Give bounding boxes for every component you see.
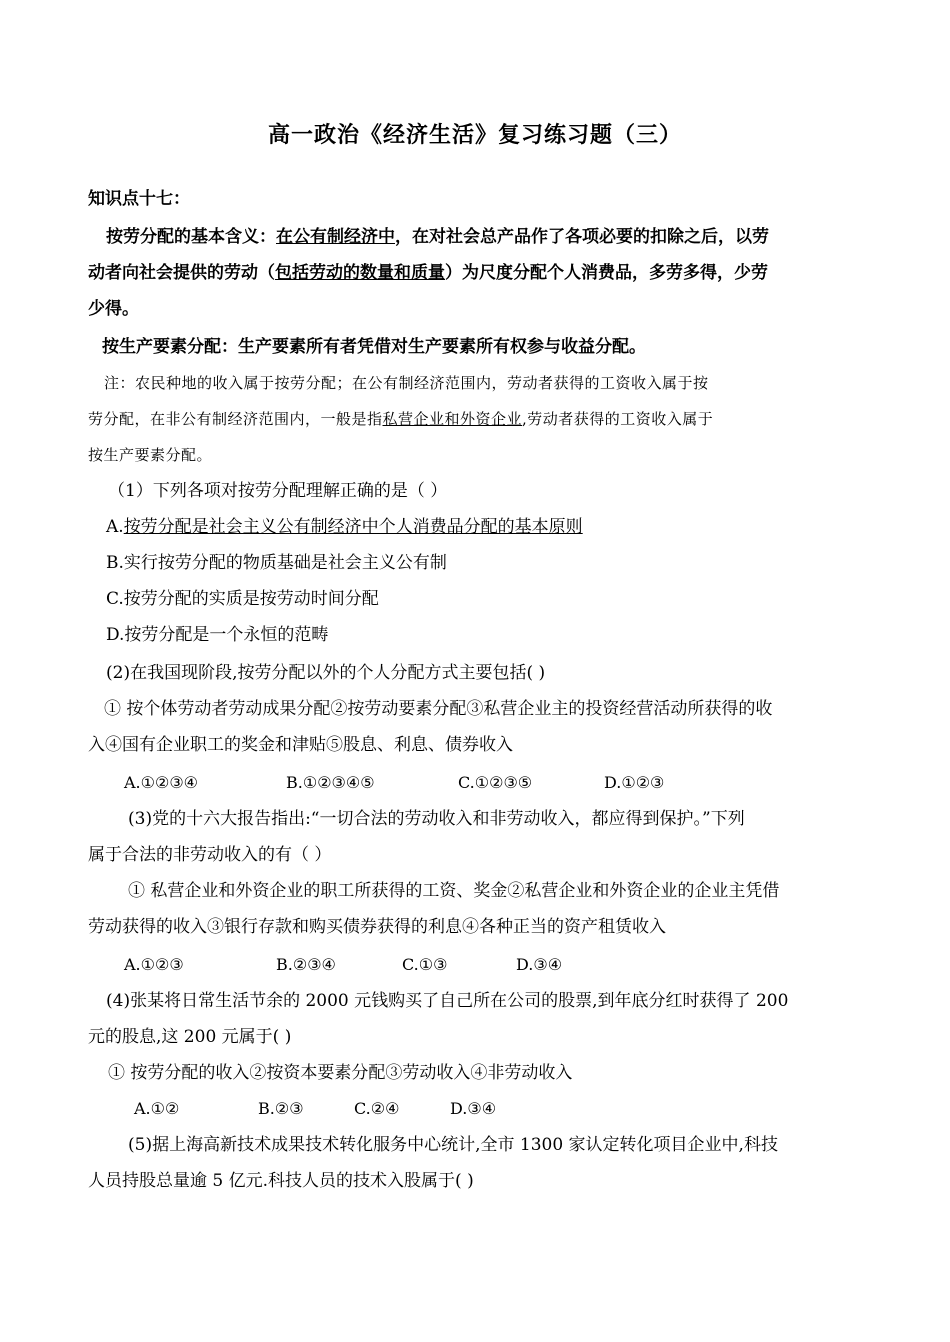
question-5-stem-line-1: (5)据上海高新技术成果技术转化服务中心统计,全市 1300 家认定转化项目企业中,科技 <box>128 1135 778 1155</box>
question-1-option-c: C.按劳分配的实质是按劳动时间分配 <box>106 589 379 609</box>
question-3-stem-line-1: (3)党的十六大报告指出:“一切合法的劳动收入和非劳动收入，都应得到保护。”下列 <box>128 809 745 829</box>
question-4-items: ① 按劳分配的收入②按资本要素分配③劳动收入④非劳动收入 <box>108 1063 573 1083</box>
note-line-2 <box>88 406 864 432</box>
question-4-option-c: C.②④ <box>354 1099 400 1118</box>
question-1-option-b: B.实行按劳分配的物质基础是社会主义公有制 <box>106 553 447 573</box>
question-3-items-line-1: ① 私营企业和外资企业的职工所获得的工资、奖金②私营企业和外资企业的企业主凭借 <box>128 881 780 901</box>
question-4-option-a: A.①② <box>134 1099 180 1118</box>
question-3-option-b: B.②③④ <box>276 955 336 974</box>
definition-underline-1: 在公有制经济中 <box>276 227 395 247</box>
question-3-items-line-2: 劳动获得的收入③银行存款和购买债券获得的利息④各种正当的资产租赁收入 <box>88 917 666 937</box>
definition-line-1 <box>106 224 866 250</box>
option-a-label: A. <box>106 517 124 537</box>
factor-distribution-definition: 按生产要素分配：生产要素所有者凭借对生产要素所有权参与收益分配。 <box>102 337 646 357</box>
note-text-2a: 劳分配，在非公有制经济范围内，一般是指 <box>88 410 383 428</box>
question-2-items-line-1: ① 按个体劳动者劳动成果分配②按劳动要素分配③私营企业主的投资经营活动所获得的收 <box>104 699 773 719</box>
note-underline: 私营企业和外资企业 <box>382 410 523 428</box>
question-2-option-d: D.①②③ <box>604 773 665 792</box>
definition-underline-2: 包括劳动的数量和质量 <box>275 263 445 283</box>
question-2-items-line-2: 入④国有企业职工的奖金和津贴⑤股息、利息、债券收入 <box>88 735 513 755</box>
question-4-stem-line-2: 元的股息,这 200 元属于( ) <box>88 1027 292 1047</box>
question-4-option-d: D.③④ <box>450 1099 497 1118</box>
question-1-stem: （1）下列各项对按劳分配理解正确的是（ ） <box>108 481 448 501</box>
question-2-stem: (2)在我国现阶段,按劳分配以外的个人分配方式主要包括( ) <box>106 663 546 683</box>
question-1-option-d: D.按劳分配是一个永恒的范畴 <box>106 625 329 645</box>
note-line-3: 按生产要素分配。 <box>88 446 213 464</box>
question-3-stem-line-2: 属于合法的非劳动收入的有（ ） <box>88 845 332 865</box>
question-4-stem-line-1: (4)张某将日常生活节余的 2000 元钱购买了自己所在公司的股票,到年底分红时获得了 200 <box>106 991 789 1011</box>
note-text-2b: ,劳动者获得的工资收入属于 <box>522 410 714 428</box>
question-4-option-b: B.②③ <box>258 1099 304 1118</box>
knowledge-heading: 知识点十七： <box>88 189 190 209</box>
definition-text-2b: ）为尺度分配个人消费品，多劳多得，少劳 <box>445 263 768 283</box>
question-3-option-a: A.①②③ <box>124 955 184 974</box>
definition-text-2a: 动者向社会提供的劳动（ <box>88 263 275 283</box>
page-title: 高一政治《经济生活》复习练习题（三） <box>267 123 682 148</box>
question-2-option-c: C.①②③⑤ <box>458 773 533 792</box>
question-3-option-c: C.①③ <box>402 955 448 974</box>
question-1-option-a <box>106 514 882 540</box>
question-3-option-d: D.③④ <box>516 955 563 974</box>
question-2-option-a: A.①②③④ <box>124 773 199 792</box>
question-5-stem-line-2: 人员持股总量逾 5 亿元.科技人员的技术入股属于( ) <box>88 1171 474 1191</box>
question-2-option-b: B.①②③④⑤ <box>286 773 375 792</box>
definition-line-3: 少得。 <box>88 299 139 319</box>
definition-text-1: ，在对社会总产品作了各项必要的扣除之后，以劳 <box>395 227 769 247</box>
option-a-text: 按劳分配是社会主义公有制经济中个人消费品分配的基本原则 <box>123 517 583 537</box>
definition-line-2 <box>88 260 864 286</box>
note-line-1: 注：农民种地的收入属于按劳分配；在公有制经济范围内，劳动者获得的工资收入属于按 <box>104 374 709 392</box>
definition-lead: 按劳分配的基本含义： <box>106 227 276 247</box>
